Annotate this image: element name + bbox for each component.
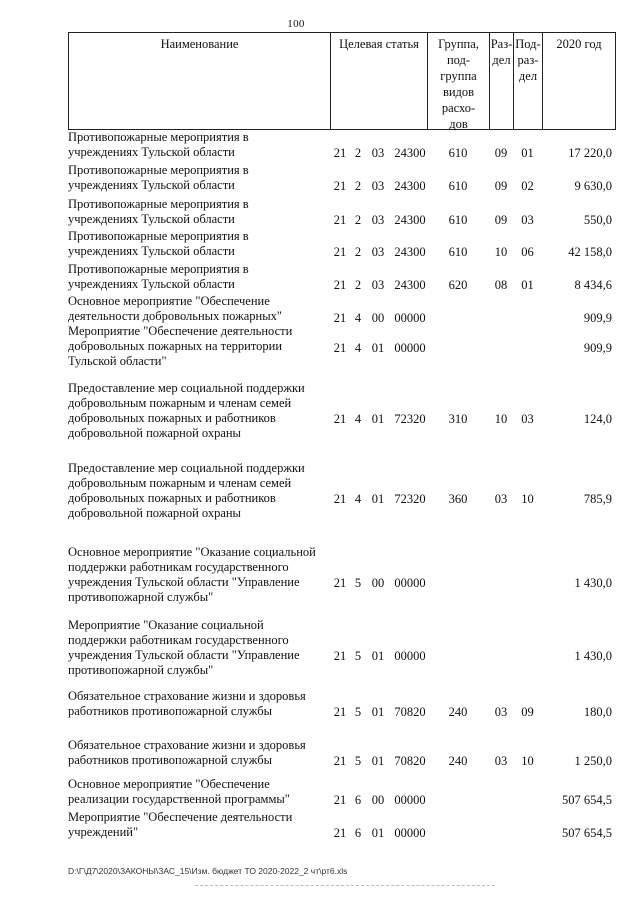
row-name: Противопожарные мероприятия в учреждениях Тульской области bbox=[68, 197, 249, 226]
amount-2020: 507 654,5 bbox=[562, 793, 612, 807]
header-target-article: Целевая статья bbox=[330, 33, 427, 129]
target-part-1: 21 bbox=[333, 412, 347, 426]
amount-2020: 180,0 bbox=[583, 705, 612, 719]
section-code: 03 bbox=[494, 705, 508, 719]
target-part-2: 4 bbox=[354, 492, 362, 506]
amount-2020: 124,0 bbox=[583, 412, 612, 426]
row-name: Противопожарные мероприятия в учреждениях Тульской области bbox=[68, 163, 249, 192]
target-part-4: 00000 bbox=[394, 576, 426, 590]
subsection-code: 02 bbox=[521, 179, 534, 193]
target-part-1: 21 bbox=[333, 793, 347, 807]
subsection-code: 09 bbox=[521, 705, 534, 719]
subsection-code: 10 bbox=[521, 492, 534, 506]
section-code: 03 bbox=[494, 754, 508, 768]
row-name: Обязательное страхование жизни и здоровья работников противопожарной службы bbox=[68, 738, 306, 767]
row-name: Основное мероприятие "Оказание социальной поддержки работникам государственного учреждения Тульской области "Управление противопожарной службы" bbox=[68, 545, 316, 604]
row-name: Противопожарные мероприятия в учреждениях Тульской области bbox=[68, 229, 249, 258]
target-part-4: 00000 bbox=[394, 826, 426, 840]
group-code: 610 bbox=[448, 179, 468, 193]
target-part-4: 00000 bbox=[394, 793, 426, 807]
section-code: 09 bbox=[494, 146, 508, 160]
target-part-4: 00000 bbox=[394, 311, 426, 325]
subsection-code: 06 bbox=[521, 245, 534, 259]
section-code: 03 bbox=[494, 492, 508, 506]
target-part-1: 21 bbox=[333, 278, 347, 292]
target-part-1: 21 bbox=[333, 213, 347, 227]
target-part-3: 00 bbox=[371, 576, 385, 590]
target-part-4: 00000 bbox=[394, 649, 426, 663]
target-part-3: 01 bbox=[371, 341, 385, 355]
row-name: Предоставление мер социальной поддержки добровольным пожарным и членам семей добровольных пожарных и работников добровольной пожарной охраны bbox=[68, 461, 305, 520]
target-part-2: 2 bbox=[354, 278, 362, 292]
target-part-2: 5 bbox=[354, 649, 362, 663]
header-subsection: Под- раз- дел bbox=[513, 33, 542, 129]
target-part-3: 01 bbox=[371, 649, 385, 663]
amount-2020: 17 220,0 bbox=[568, 146, 612, 160]
amount-2020: 785,9 bbox=[583, 492, 612, 506]
amount-2020: 1 430,0 bbox=[574, 649, 612, 663]
target-part-2: 6 bbox=[354, 793, 362, 807]
subsection-code: 10 bbox=[521, 754, 534, 768]
row-name: Мероприятие "Обеспечение деятельности учреждений" bbox=[68, 810, 293, 839]
subsection-code: 01 bbox=[521, 278, 534, 292]
target-part-1: 21 bbox=[333, 705, 347, 719]
target-part-1: 21 bbox=[333, 492, 347, 506]
header-group: Группа, под- группа видов расхо- дов bbox=[427, 33, 489, 129]
group-code: 610 bbox=[448, 213, 468, 227]
target-part-3: 01 bbox=[371, 826, 385, 840]
page-number: 100 bbox=[287, 18, 305, 30]
target-part-2: 5 bbox=[354, 576, 362, 590]
target-part-4: 24300 bbox=[394, 245, 426, 259]
amount-2020: 1 430,0 bbox=[574, 576, 612, 590]
amount-2020: 8 434,6 bbox=[574, 278, 612, 292]
target-part-2: 4 bbox=[354, 412, 362, 426]
row-name: Мероприятие "Обеспечение деятельности добровольных пожарных на территории Тульской области" bbox=[68, 324, 293, 368]
target-part-2: 2 bbox=[354, 146, 362, 160]
target-part-2: 5 bbox=[354, 705, 362, 719]
subsection-code: 03 bbox=[521, 412, 534, 426]
row-name: Противопожарные мероприятия в учреждениях Тульской области bbox=[68, 262, 249, 291]
target-part-2: 2 bbox=[354, 179, 362, 193]
target-part-2: 5 bbox=[354, 754, 362, 768]
row-name: Основное мероприятие "Обеспечение реализации государственной программы" bbox=[68, 777, 290, 806]
section-code: 10 bbox=[494, 412, 508, 426]
amount-2020: 9 630,0 bbox=[574, 179, 612, 193]
target-part-4: 72320 bbox=[394, 412, 426, 426]
target-part-3: 00 bbox=[371, 793, 385, 807]
target-part-1: 21 bbox=[333, 826, 347, 840]
target-part-4: 24300 bbox=[394, 213, 426, 227]
section-code: 08 bbox=[494, 278, 508, 292]
group-code: 360 bbox=[448, 492, 468, 506]
row-name: Противопожарные мероприятия в учреждениях Тульской области bbox=[68, 130, 249, 159]
group-code: 310 bbox=[448, 412, 468, 426]
target-part-4: 70820 bbox=[394, 705, 426, 719]
group-code: 240 bbox=[448, 754, 468, 768]
subsection-code: 01 bbox=[521, 146, 534, 160]
header-section: Раз- дел bbox=[489, 33, 513, 129]
amount-2020: 909,9 bbox=[583, 341, 612, 355]
amount-2020: 550,0 bbox=[583, 213, 612, 227]
target-part-3: 03 bbox=[371, 213, 385, 227]
target-part-4: 24300 bbox=[394, 179, 426, 193]
group-code: 620 bbox=[448, 278, 468, 292]
target-part-1: 21 bbox=[333, 754, 347, 768]
table-header bbox=[68, 32, 616, 130]
target-part-2: 2 bbox=[354, 213, 362, 227]
target-part-1: 21 bbox=[333, 311, 347, 325]
header-year: 2020 год bbox=[542, 33, 616, 129]
amount-2020: 42 158,0 bbox=[568, 245, 612, 259]
target-part-1: 21 bbox=[333, 341, 347, 355]
target-part-4: 24300 bbox=[394, 278, 426, 292]
row-name: Мероприятие "Оказание социальной поддержки работникам государственного учреждения Тульской области "Управление противопожарной службы" bbox=[68, 618, 300, 677]
target-part-3: 03 bbox=[371, 146, 385, 160]
group-code: 610 bbox=[448, 245, 468, 259]
target-part-4: 72320 bbox=[394, 492, 426, 506]
target-part-2: 4 bbox=[354, 341, 362, 355]
target-part-2: 2 bbox=[354, 245, 362, 259]
section-code: 09 bbox=[494, 179, 508, 193]
amount-2020: 909,9 bbox=[583, 311, 612, 325]
header-name: Наименование bbox=[68, 33, 330, 129]
footer-divider bbox=[195, 885, 495, 887]
row-name: Основное мероприятие "Обеспечение деятельности добровольных пожарных" bbox=[68, 294, 282, 323]
amount-2020: 1 250,0 bbox=[574, 754, 612, 768]
amount-2020: 507 654,5 bbox=[562, 826, 612, 840]
target-part-1: 21 bbox=[333, 576, 347, 590]
target-part-3: 03 bbox=[371, 179, 385, 193]
file-path-footer: D:\Г\Д7\2020\ЗАКОНЫ\ЗАС_15\Изм. бюджет ТО 2020-2022_2 чт\рт6.xls bbox=[68, 866, 348, 876]
target-part-3: 01 bbox=[371, 705, 385, 719]
target-part-4: 70820 bbox=[394, 754, 426, 768]
target-part-3: 03 bbox=[371, 278, 385, 292]
row-name: Предоставление мер социальной поддержки добровольным пожарным и членам семей добровольных пожарных и работников добровольной пожарной охраны bbox=[68, 381, 305, 440]
target-part-2: 6 bbox=[354, 826, 362, 840]
target-part-3: 01 bbox=[371, 754, 385, 768]
section-code: 09 bbox=[494, 213, 508, 227]
target-part-1: 21 bbox=[333, 245, 347, 259]
target-part-4: 00000 bbox=[394, 341, 426, 355]
subsection-code: 03 bbox=[521, 213, 534, 227]
section-code: 10 bbox=[494, 245, 508, 259]
target-part-3: 01 bbox=[371, 492, 385, 506]
target-part-3: 01 bbox=[371, 412, 385, 426]
row-name: Обязательное страхование жизни и здоровья работников противопожарной службы bbox=[68, 689, 306, 718]
target-part-3: 03 bbox=[371, 245, 385, 259]
target-part-4: 24300 bbox=[394, 146, 426, 160]
group-code: 240 bbox=[448, 705, 468, 719]
target-part-1: 21 bbox=[333, 649, 347, 663]
target-part-2: 4 bbox=[354, 311, 362, 325]
target-part-3: 00 bbox=[371, 311, 385, 325]
target-part-1: 21 bbox=[333, 179, 347, 193]
target-part-1: 21 bbox=[333, 146, 347, 160]
group-code: 610 bbox=[448, 146, 468, 160]
